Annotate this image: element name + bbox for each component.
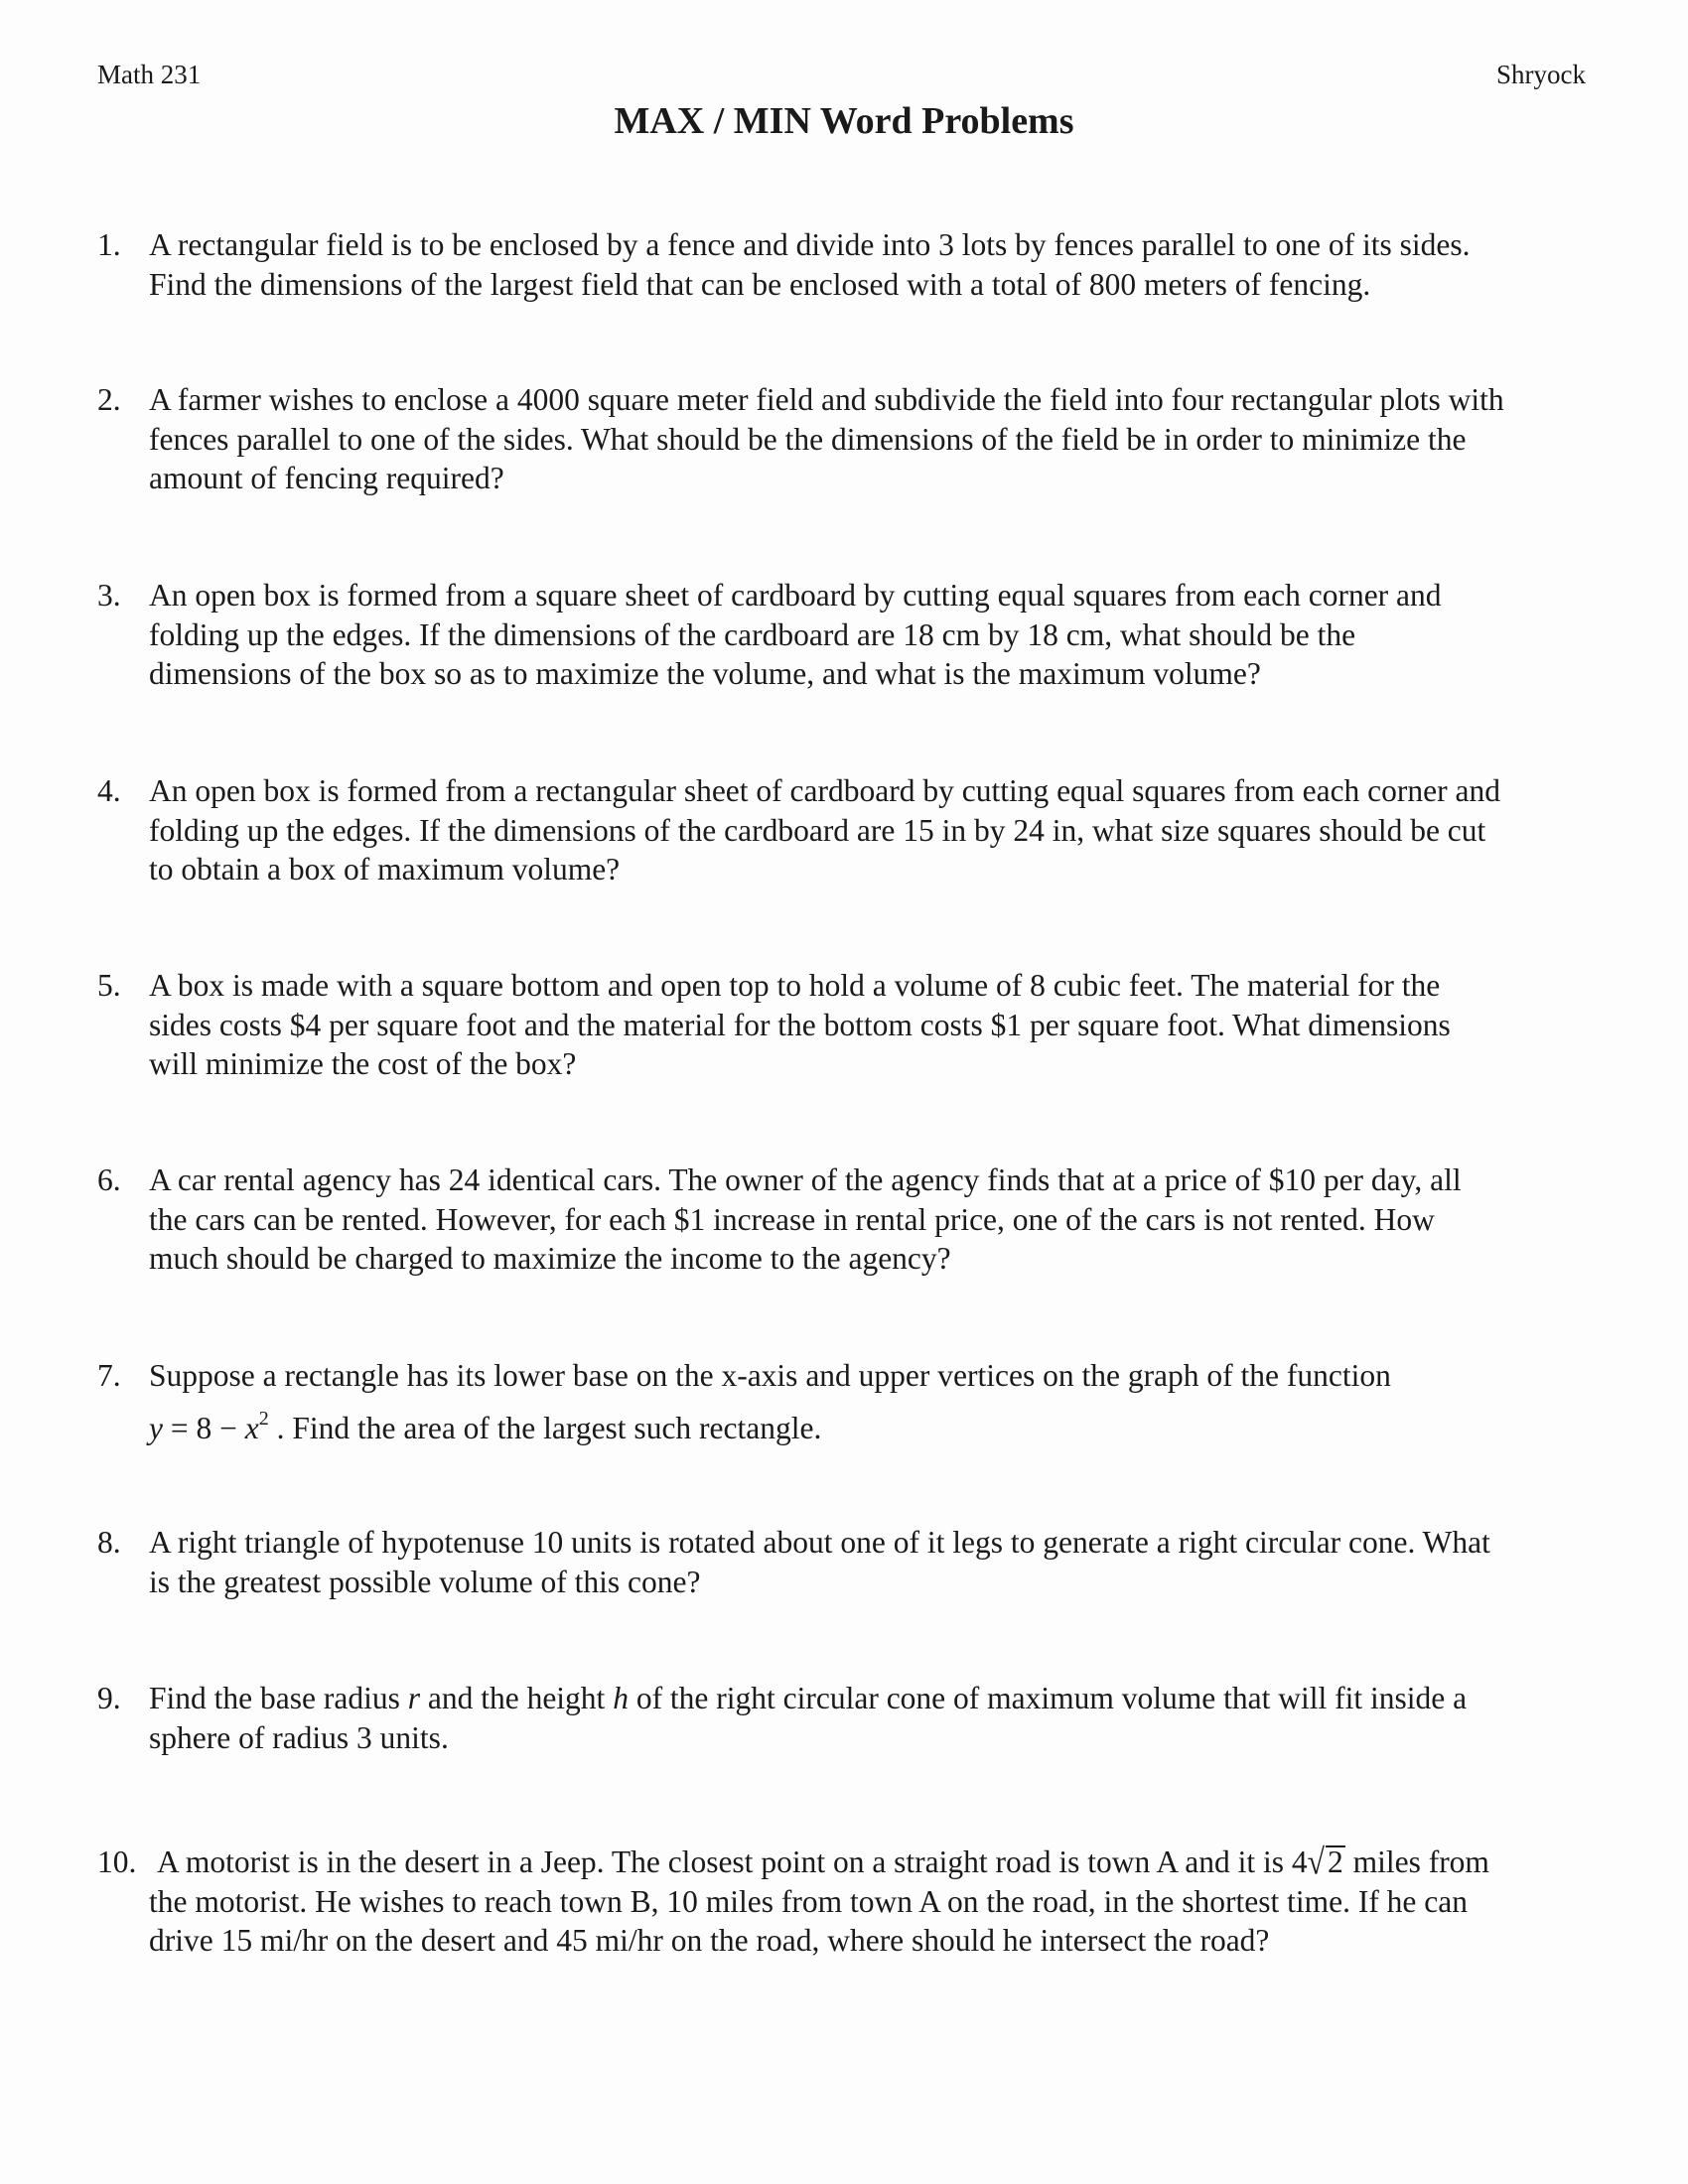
problem-line: is the greatest possible volume of this cone?	[149, 1564, 701, 1599]
math-exponent: 2	[258, 1407, 269, 1430]
sqrt-radicand: 2	[1327, 1844, 1343, 1879]
problem-line: An open box is formed from a square sheet of cardboard by cutting equal squares from each corner and	[149, 578, 1442, 613]
problem-line: A farmer wishes to enclose a 4000 square meter field and subdivide the field into four rectangular plots with	[149, 382, 1504, 417]
math-variable-y: y	[149, 1410, 163, 1445]
text-segment: Find the base radius	[149, 1681, 408, 1715]
author-label: Shryock	[1496, 60, 1586, 89]
problem-line: folding up the edges. If the dimensions of the cardboard are 18 cm by 18 cm, what should be the	[149, 616, 1356, 652]
problem-number: 4.	[97, 773, 121, 808]
problem-line: A rectangular field is to be enclosed by a fence and divide into 3 lots by fences parallel to one of its sides.	[149, 227, 1471, 262]
problem-line: An open box is formed from a rectangular sheet of cardboard by cutting equal squares from each corner and	[149, 773, 1500, 808]
problem-number: 9.	[97, 1681, 121, 1715]
problem-5	[97, 966, 1597, 1084]
problem-line: to obtain a box of maximum volume?	[149, 852, 621, 887]
problem-10	[97, 1843, 1597, 1961]
problem-line: Suppose a rectangle has its lower base on the x-axis and upper vertices on the graph of the function	[149, 1358, 1391, 1393]
problem-line: A car rental agency has 24 identical cars. The owner of the agency finds that at a price of $10 per day, all	[149, 1162, 1462, 1197]
problem-6	[97, 1160, 1597, 1279]
problem-line: will minimize the cost of the box?	[149, 1046, 577, 1081]
math-variable-h: h	[613, 1681, 629, 1715]
problem-line-rest: . Find the area of the largest such rectangle.	[268, 1410, 822, 1445]
problem-line: Find the dimensions of the largest field that can be enclosed with a total of 800 meters of fencing.	[149, 266, 1371, 302]
problem-number: 2.	[97, 382, 121, 417]
problem-number: 8.	[97, 1525, 121, 1560]
problem-9	[97, 1679, 1597, 1757]
problem-text	[149, 1356, 1597, 1447]
problem-line: sphere of radius 3 units.	[149, 1719, 449, 1755]
equation-line	[149, 1400, 1597, 1448]
problem-number: 1.	[97, 227, 121, 262]
problem-text	[149, 1679, 1597, 1757]
problem-text	[149, 1523, 1597, 1601]
problem-number: 5.	[97, 968, 121, 1003]
problem-text	[149, 380, 1597, 498]
problem-line: the motorist. He wishes to reach town B, 10 miles from town A on the road, in the shortest time. If he can	[149, 1883, 1468, 1919]
problem-number: 3.	[97, 578, 121, 613]
text-segment: of the right circular cone of maximum volume that will fit inside a	[628, 1681, 1468, 1715]
problem-line: sides costs $4 per square foot and the material for the bottom costs $1 per square foot. What dimensions	[149, 1007, 1451, 1042]
text-segment: miles from	[1344, 1844, 1489, 1879]
page-title: MAX / MIN Word Problems	[614, 100, 1074, 142]
problem-text	[149, 771, 1597, 889]
problem-line: dimensions of the box so as to maximize the volume, and what is the maximum volume?	[149, 656, 1261, 691]
math-operator-text: = 8 −	[162, 1410, 245, 1445]
problem-line: A right triangle of hypotenuse 10 units is rotated about one of it legs to generate a right circular cone. What	[149, 1525, 1490, 1560]
problem-text	[149, 1842, 1597, 1961]
problem-3	[97, 576, 1597, 694]
problem-number: 7.	[97, 1358, 121, 1393]
math-variable-r: r	[407, 1681, 420, 1715]
problem-text	[149, 225, 1597, 304]
sqrt-symbol: √	[1307, 1842, 1325, 1882]
problem-line	[149, 1679, 1597, 1718]
problem-line: drive 15 mi/hr on the desert and 45 mi/hr on the road, where should he intersect the road?	[149, 1923, 1270, 1958]
problem-line: fences parallel to one of the sides. What should be the dimensions of the field be in order to minimize the	[149, 421, 1467, 457]
text-segment: A motorist is in the desert in a Jeep. The closest point on a straight road is town A and it is	[157, 1844, 1292, 1879]
problem-2	[97, 380, 1597, 498]
problem-text	[149, 1160, 1597, 1279]
problem-line: much should be charged to maximize the income to the agency?	[149, 1241, 951, 1276]
problem-7	[97, 1356, 1597, 1447]
problem-4	[97, 771, 1597, 889]
problem-text	[149, 576, 1597, 694]
problem-8	[97, 1523, 1597, 1601]
problem-line: the cars can be rented. However, for each $1 increase in rental price, one of the cars is not rented. How	[149, 1201, 1435, 1237]
problem-number: 10.	[97, 1844, 137, 1879]
problem-number: 6.	[97, 1162, 121, 1197]
text-segment: and the height	[419, 1681, 614, 1715]
math-coefficient: 4	[1291, 1844, 1308, 1879]
problem-line: A box is made with a square bottom and open top to hold a volume of 8 cubic feet. The material for the	[149, 968, 1441, 1003]
problem-1	[97, 225, 1597, 304]
math-variable-x: x	[244, 1410, 259, 1445]
problem-line: folding up the edges. If the dimensions of the cardboard are 15 in by 24 in, what size squares should be cut	[149, 812, 1486, 848]
course-label: Math 231	[97, 60, 202, 89]
problem-line	[157, 1843, 1597, 1882]
problem-text	[149, 966, 1597, 1084]
problem-line: amount of fencing required?	[149, 461, 504, 495]
